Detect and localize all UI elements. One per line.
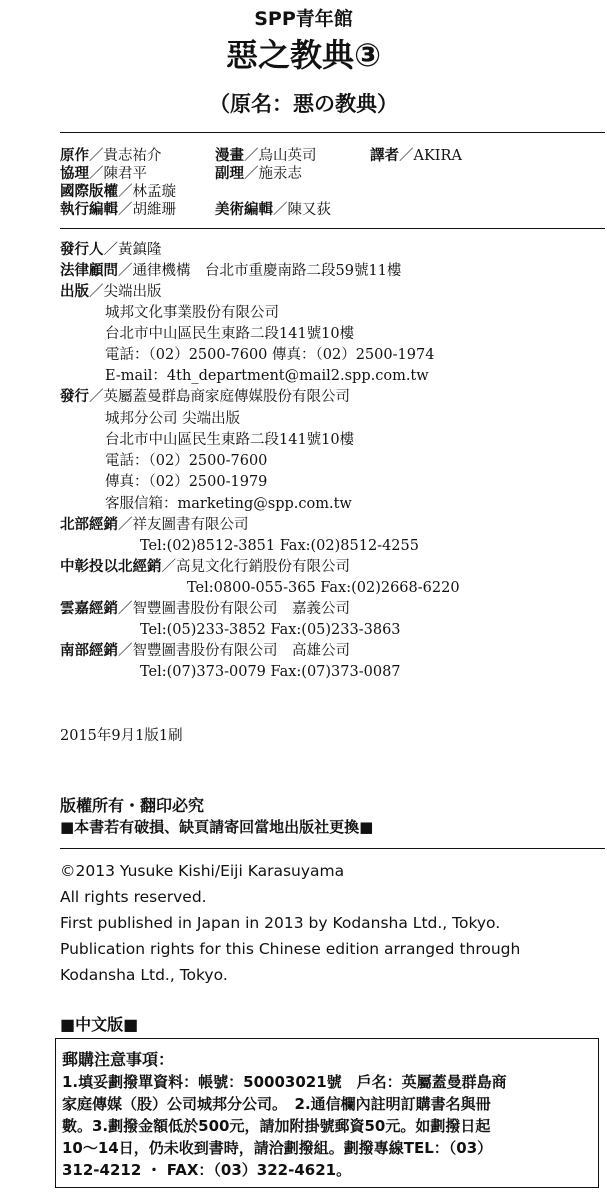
yunchia-distributor: 雲嘉經銷／智豐圖書股份有限公司 嘉義公司 — [60, 601, 350, 617]
credit-translator: 譯者／AKIRA — [370, 148, 462, 164]
pub-line: 電話：（02）2500-7600 傳真：（02）2500-1974 — [105, 347, 435, 363]
credit-manga: 漫畫／烏山英司 — [215, 148, 317, 164]
divider — [60, 228, 605, 229]
book-title: 惡之教典③ — [225, 36, 382, 74]
divider — [60, 132, 605, 133]
original-title: （原名：悪の教典） — [209, 92, 398, 116]
credit-deputy-manager: 副理／施汞志 — [215, 166, 302, 182]
publisher-line: SPP青年館 — [254, 8, 353, 30]
notice-line: 10～14日，仍未收到書時，請洽劃撥組。劃撥專線TEL：（03） — [62, 1139, 493, 1157]
copyright-line: ©2013 Yusuke Kishi/Eiji Karasuyama — [60, 862, 345, 880]
credit-intl-rights: 國際版權／林孟璇 — [60, 184, 176, 200]
legal-line: 法律顧問／通律機構 台北市重慶南路二段59號11樓 — [60, 263, 402, 279]
distributor-line: 發行／英屬蓋曼群島商家庭傳媒股份有限公司 — [60, 389, 350, 405]
publisher-label-line: 出版／尖端出版 — [60, 284, 162, 300]
divider — [60, 848, 605, 849]
credit-assistant-manager: 協理／陳君平 — [60, 166, 147, 182]
copyright-line: Kodansha Ltd., Tokyo. — [60, 966, 228, 984]
copyright-line: All rights reserved. — [60, 888, 207, 906]
notice-line: 312-4212 ・ FAX：（03）322-4621。 — [62, 1161, 352, 1179]
dist-line: 台北市中山區民生東路二段141號10樓 — [105, 432, 355, 448]
pub-line: 城邦文化事業股份有限公司 — [105, 305, 279, 321]
credit-art-editor: 美術編輯／陳又荻 — [215, 202, 331, 218]
issuer-line: 發行人／黃鎮隆 — [60, 242, 162, 258]
pub-email: E-mail：4th_department@mail2.spp.com.tw — [105, 368, 429, 384]
rights-reserved: 版權所有・翻印必究 — [60, 796, 205, 815]
yunchia-contact: Tel:(05)233-3852 Fax:(05)233-3863 — [140, 622, 401, 638]
changhua-distributor: 中彰投以北經銷／高見文化行銷股份有限公司 — [60, 559, 350, 575]
dist-line: 城邦分公司 尖端出版 — [105, 411, 241, 427]
copyright-line: Publication rights for this Chinese edition arranged through — [60, 940, 521, 958]
copyright-line: First published in Japan in 2013 by Kodansha Ltd., Tokyo. — [60, 914, 501, 932]
credit-original: 原作／貴志祐介 — [60, 148, 162, 164]
changhua-contact: Tel:0800-055-365 Fax:(02)2668-6220 — [187, 580, 460, 596]
mail-order-notice-box — [55, 1038, 599, 1188]
dist-line: 電話：（02）2500-7600 — [105, 453, 268, 469]
south-distributor: 南部經銷／智豐圖書股份有限公司 高雄公司 — [60, 643, 350, 659]
credit-exec-editor: 執行編輯／胡維珊 — [60, 202, 176, 218]
notice-title: 郵購注意事項： — [62, 1050, 175, 1069]
edition-date: 2015年9月1版1刷 — [60, 728, 183, 744]
chinese-edition-label: ■中文版■ — [60, 1015, 139, 1034]
notice-line: 數。3.劃撥金額低於500元，請加附掛號郵資50元。如劃撥日起 — [62, 1117, 491, 1135]
dist-line: 傳真：（02）2500-1979 — [105, 474, 268, 490]
north-distributor: 北部經銷／祥友圖書有限公司 — [60, 517, 249, 533]
pub-line: 台北市中山區民生東路二段141號10樓 — [105, 326, 355, 342]
dist-email: 客服信箱：marketing@spp.com.tw — [105, 496, 352, 512]
notice-line: 家庭傳媒（股）公司城邦分公司。 2.通信欄內註明訂購書名與冊 — [62, 1095, 491, 1113]
notice-line: 1.填妥劃撥單資料：帳號：50003021號 戶名：英屬蓋曼群島商 — [62, 1073, 507, 1091]
damaged-book-notice: ■本書若有破損、缺頁請寄回當地出版社更換■ — [60, 818, 374, 836]
north-contact: Tel:(02)8512-3851 Fax:(02)8512-4255 — [140, 538, 419, 554]
south-contact: Tel:(07)373-0079 Fax:(07)373-0087 — [140, 664, 401, 680]
